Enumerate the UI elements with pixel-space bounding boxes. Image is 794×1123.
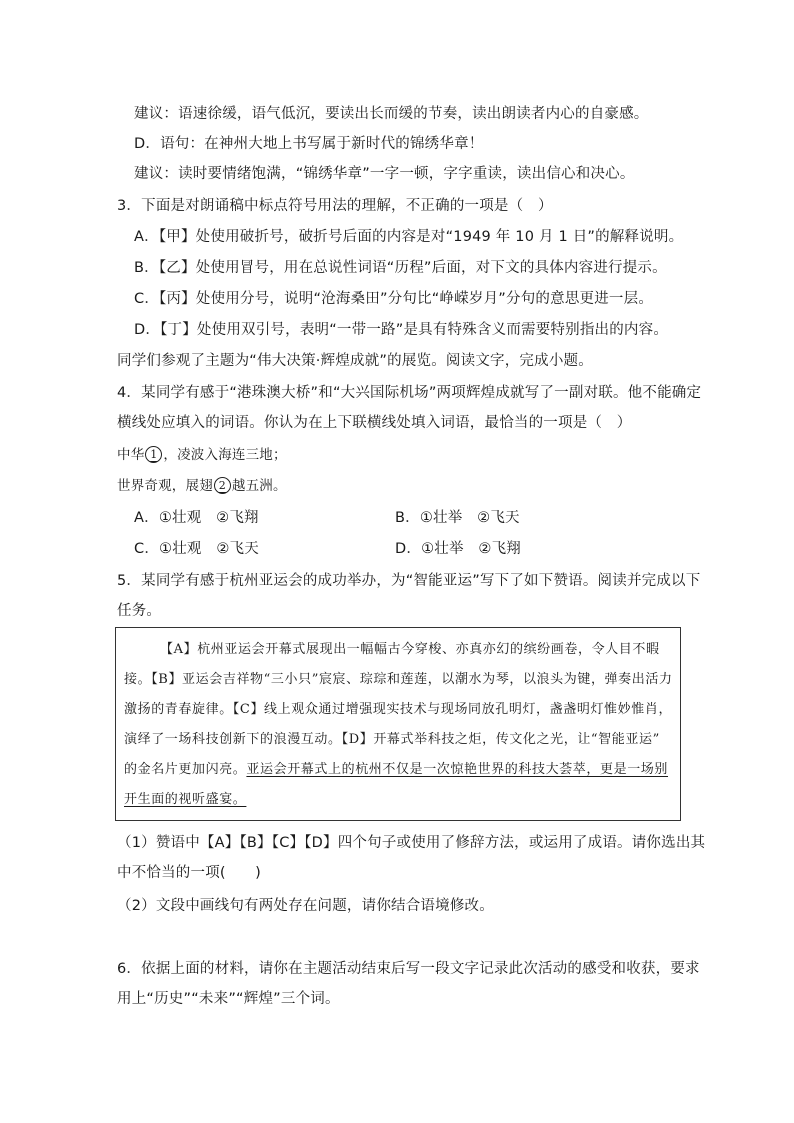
question-5-sub1-line1: （1）赞语中【A】【B】【C】【D】四个句子或使用了修辞方法，或运用了成语。请你选出其 — [117, 835, 706, 851]
question-5-sub1-line2: 中不恰当的一项( ) — [117, 865, 262, 881]
couplet-second-line — [117, 476, 287, 496]
question-4-option-b: B．①壮举 ②飞天 — [395, 510, 520, 526]
passage-box — [115, 627, 681, 821]
couplet-first-line — [117, 445, 287, 465]
question-6-stem-line1: 6．依据上面的材料，请你在主题活动结束后写一段文字记录此次活动的感受和收获，要求 — [117, 961, 700, 977]
question-5-stem-line2: 任务。 — [117, 603, 162, 619]
suggestion-c-text: 建议：语速徐缓，语气低沉，要读出长而缓的节奏，读出朗读者内心的自豪感。 — [134, 106, 649, 122]
question-4-option-a: A．①壮观 ②飞翔 — [134, 510, 259, 526]
question-3-option-b: B．【乙】处使用冒号，用在总说性词语“历程”后面，对下文的具体内容进行提示。 — [134, 260, 667, 276]
passage-line-5-plain: 的金名片更加闪亮。 — [124, 762, 247, 777]
passage-line-2: 接。【B】亚运会吉祥物“三小只”宸宸、琮琮和莲莲，以潮水为琴，以浪头为键，弹奏出活力 — [124, 672, 673, 687]
couplet2-prefix: 世界奇观，展翅 — [117, 478, 213, 494]
couplet1-prefix: 中华 — [117, 447, 145, 463]
couplet1-suffix: ，凌波入海连三地； — [163, 447, 287, 463]
question-4-stem-line1: 4．某同学有感于“港珠澳大桥”和“大兴国际机场”两项辉煌成就写了一副对联。他不能确定 — [117, 385, 702, 401]
question-6-stem-line2: 用上“历史”“未来”“辉煌”三个词。 — [117, 991, 340, 1007]
passage-line-3: 激扬的青春旋律。【C】线上观众通过增强现实技术与现场同放孔明灯，盏盏明灯惟妙惟肖， — [124, 702, 673, 717]
question-5-stem-line1: 5．某同学有感于杭州亚运会的成功举办，为“智能亚运”写下了如下赞语。阅读并完成以下 — [117, 573, 701, 589]
question-4-stem-line2: 横线处应填入的词语。你认为在上下联横线处填入词语，最恰当的一项是（ ） — [117, 415, 632, 431]
underlined-sentence-part2: 开生面的视听盛宴。 — [124, 792, 247, 807]
question-3-option-a: A．【甲】处使用破折号，破折号后面的内容是对“1949 年 10 月 1 日”的解释说明。 — [134, 229, 684, 245]
suggestion-d-text: 建议：读时要情绪饱满，“锦绣华章”一字一顿，字字重读，读出信心和决心。 — [134, 166, 635, 182]
underlined-sentence-part1: 亚运会开幕式上的杭州不仅是一次惊艳世界的科技大荟萃，更是一场别 — [246, 762, 669, 777]
blank-marker-1: 1 — [145, 446, 162, 463]
passage-line-4: 演绎了一场科技创新下的浪漫互动。【D】开幕式举科技之炬，传文化之光，让“智能亚运” — [124, 732, 660, 747]
section-intro: 同学们参观了主题为“伟大决策·辉煌成就”的展览。阅读文字，完成小题。 — [117, 353, 593, 369]
question-5-sub2: （2）文段中画线句有两处存在问题，请你结合语境修改。 — [117, 898, 494, 914]
question-3-option-c: C．【丙】处使用分号，说明“沧海桑田”分句比“峥嵘岁月”分句的意思更进一层。 — [134, 291, 654, 307]
blank-marker-2: 2 — [214, 477, 231, 494]
option-d-sentence: D．语句：在神州大地上书写属于新时代的锦绣华章！ — [134, 136, 484, 152]
question-3-stem: 3．下面是对朗诵稿中标点符号用法的理解，不正确的一项是（ ） — [117, 198, 553, 214]
question-3-option-d: D．【丁】处使用双引号，表明“一带一路”是具有特殊含义而需要特别指出的内容。 — [134, 322, 669, 338]
passage-line-5 — [124, 760, 668, 780]
couplet2-suffix: 越五洲。 — [231, 478, 287, 494]
question-4-option-d: D．①壮举 ②飞翔 — [395, 541, 521, 557]
question-4-option-c: C．①壮观 ②飞天 — [134, 541, 259, 557]
passage-line-1: 【A】杭州亚运会开幕式展现出一幅幅古今穿梭、亦真亦幻的缤纷画卷，令人目不暇 — [160, 642, 660, 657]
